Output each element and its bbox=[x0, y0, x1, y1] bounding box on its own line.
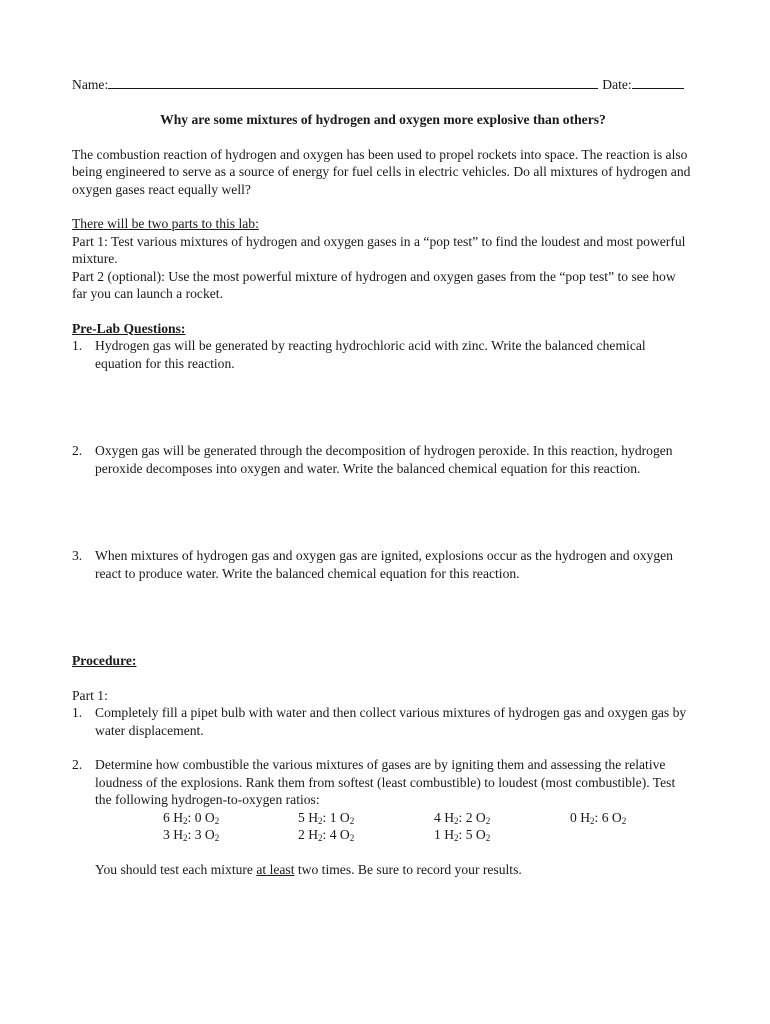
step-number: 2. bbox=[72, 757, 83, 772]
prelab-section bbox=[72, 320, 694, 583]
worksheet-page bbox=[72, 74, 694, 878]
question-text: Oxygen gas will be generated through the decomposition of hydrogen peroxide. In this reaction, hydrogen peroxide decomposes into oxygen and water. Write the balanced chemical equation for this reaction. bbox=[95, 443, 673, 476]
procedure-step-1 bbox=[72, 704, 694, 739]
date-blank[interactable] bbox=[632, 74, 684, 89]
ratio-grid bbox=[163, 809, 694, 844]
name-date-line bbox=[72, 74, 694, 94]
ratio-item: 0 $H_2$: 6 $O_2$ bbox=[570, 809, 627, 826]
ratio-item: 4 $H_2$: 2 $O_2$ bbox=[434, 809, 491, 826]
question-number: 1. bbox=[72, 338, 83, 353]
prelab-question-3 bbox=[72, 547, 694, 582]
procedure-step-2 bbox=[72, 756, 694, 809]
ratio-item: 6 $H_2$: 0 $O_2$ bbox=[163, 809, 220, 826]
procedure-heading: Procedure: bbox=[72, 653, 137, 668]
name-blank[interactable] bbox=[108, 74, 598, 89]
parts-heading: There will be two parts to this lab: bbox=[72, 216, 259, 231]
procedure-part-label: Part 1: bbox=[72, 687, 108, 703]
ratio-item: 2 $H_2$: 4 $O_2$ bbox=[298, 827, 355, 843]
prelab-question-2 bbox=[72, 442, 694, 477]
worksheet-title: Why are some mixtures of hydrogen and oxygen more explosive than others? bbox=[160, 112, 606, 127]
part1-description: Part 1: Test various mixtures of hydrogen and oxygen gases in a “pop test” to find the loudest and most powerful mixture. bbox=[72, 233, 686, 266]
question-number: 3. bbox=[72, 548, 83, 563]
step-text: Determine how combustible the various mixtures of gases are by igniting them and assessing the relative loudness of the explosions. Rank them from softest (least combustible) to loudest (most combustible). Test the following hydrogen-to-oxygen ratios: bbox=[95, 757, 676, 807]
date-label: Date: bbox=[602, 77, 632, 92]
question-text: When mixtures of hydrogen gas and oxygen gas are ignited, explosions occur as the hydrogen and oxygen react to produce water. Write the balanced chemical equation for this reaction. bbox=[95, 548, 673, 581]
question-number: 2. bbox=[72, 443, 83, 458]
testing-note: You should test each mixture at least two times. Be sure to record your results. bbox=[95, 861, 522, 877]
ratio-item: 3 $H_2$: 3 $O_2$ bbox=[163, 827, 220, 843]
prelab-heading: Pre-Lab Questions: bbox=[72, 320, 186, 336]
lab-parts bbox=[72, 215, 694, 303]
procedure-section bbox=[72, 652, 694, 878]
name-label: Name: bbox=[72, 77, 109, 92]
step-text: Completely fill a pipet bulb with water and then collect various mixtures of hydrogen gas and oxygen gas by water displacement. bbox=[95, 705, 687, 738]
prelab-question-1 bbox=[72, 337, 694, 372]
part2-description: Part 2 (optional): Use the most powerful mixture of hydrogen and oxygen gases from the “pop test” to see how far you can launch a rocket. bbox=[72, 268, 676, 301]
ratio-item: 1 $H_2$: 5 $O_2$ bbox=[434, 827, 491, 843]
intro-paragraph: The combustion reaction of hydrogen and oxygen has been used to propel rockets into space. The reaction is also being engineered to serve as a source of energy for fuel cells in electric vehicles. Do all mixtures of hydrogen and oxygen gases react equally well? bbox=[72, 146, 691, 197]
question-text: Hydrogen gas will be generated by reacting hydrochloric acid with zinc. Write the balanced chemical equation for this reaction. bbox=[95, 338, 646, 371]
ratio-item: 5 $H_2$: 1 $O_2$ bbox=[298, 809, 355, 826]
step-number: 1. bbox=[72, 705, 83, 720]
